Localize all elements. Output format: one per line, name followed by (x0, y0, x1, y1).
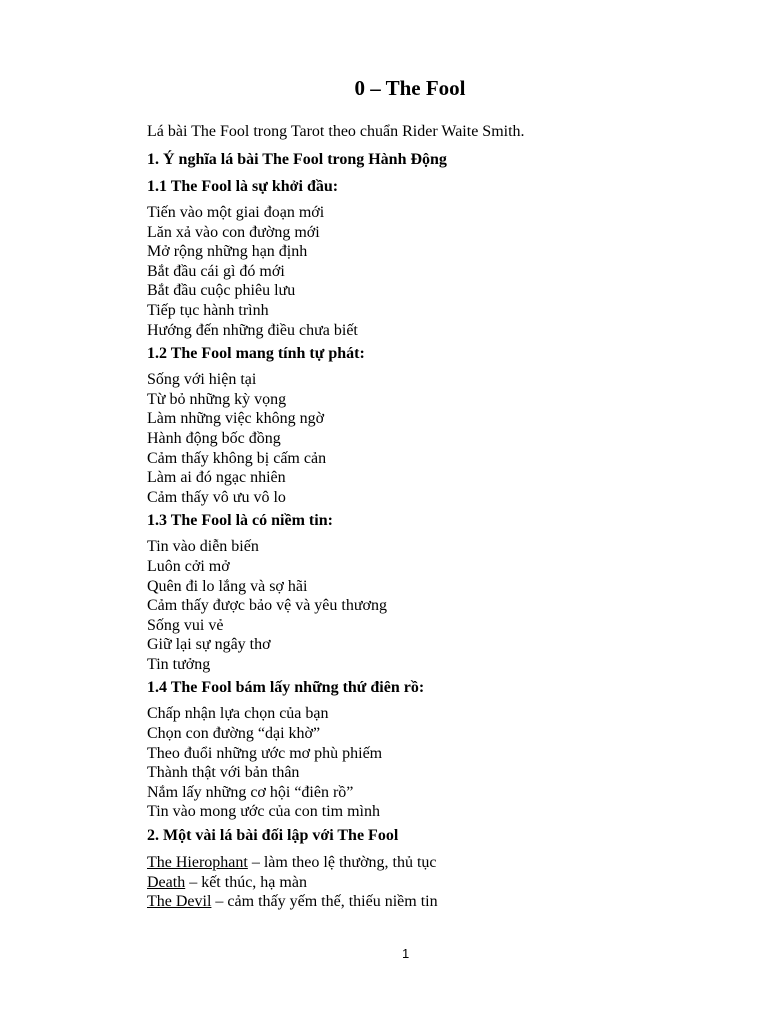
list-item: Từ bỏ những kỳ vọng (147, 390, 287, 408)
card-name-link[interactable]: The Hierophant (147, 854, 248, 872)
list-item: Làm những việc không ngờ (147, 410, 325, 428)
opposite-card-item (147, 853, 707, 873)
list-item: Nắm lấy những cơ hội “điên rồ” (147, 783, 354, 801)
list-item: Cảm thấy vô ưu vô lo (147, 488, 286, 506)
opposite-card-item (147, 873, 707, 893)
list-item: Tin vào mong ước của con tim mình (147, 803, 380, 821)
intro-text: Lá bài The Fool trong Tarot theo chuẩn Rider Waite Smith. (147, 123, 525, 140)
card-name-link[interactable]: Death (147, 873, 186, 891)
section-1-heading: 1. Ý nghĩa lá bài The Fool trong Hành Động (147, 151, 447, 168)
section-2-heading: 2. Một vài lá bài đối lập với The Fool (147, 827, 399, 845)
subsection-list (147, 704, 707, 822)
list-item: Lăn xả vào con đường mới (147, 223, 320, 241)
card-description: – làm theo lệ thường, thủ tục (247, 854, 437, 872)
list-item: Mở rộng những hạn định (147, 243, 308, 261)
opposite-card-item (147, 892, 707, 912)
list-item: Bắt đầu cái gì đó mới (147, 262, 285, 280)
list-item: Giữ lại sự ngây thơ (147, 636, 271, 654)
card-name-link[interactable]: The Devil (147, 893, 212, 911)
list-item: Hướng đến những điều chưa biết (147, 321, 358, 339)
list-item: Hành động bốc đồng (147, 429, 281, 447)
list-item: Sống với hiện tại (147, 371, 257, 389)
list-item: Luôn cởi mở (147, 557, 230, 575)
list-item: Tin tưởng (147, 655, 211, 673)
list-item: Bắt đầu cuộc phiêu lưu (147, 282, 296, 300)
subsection-heading: 1.2 The Fool mang tính tự phát: (147, 345, 365, 363)
subsection-heading: 1.4 The Fool bám lấy những thứ điên rồ: (147, 679, 425, 697)
list-item: Chọn con đường “dại khờ” (147, 725, 321, 743)
opposite-cards-list (147, 853, 707, 912)
subsection-list (147, 370, 707, 507)
subsection-list (147, 537, 707, 674)
card-description: – kết thúc, hạ màn (185, 873, 307, 891)
list-item: Thành thật với bản thân (147, 764, 300, 782)
list-item: Theo đuổi những ước mơ phù phiếm (147, 744, 383, 762)
subsection-heading: 1.3 The Fool là có niềm tin: (147, 512, 333, 530)
list-item: Tiếp tục hành trình (147, 301, 269, 319)
page-number: 1 (402, 946, 410, 961)
list-item: Cảm thấy không bị cấm cản (147, 449, 327, 467)
document-body (147, 122, 707, 912)
subsection-list (147, 203, 707, 340)
card-description: – cảm thấy yếm thế, thiếu niềm tin (211, 893, 438, 911)
page-title: 0 – The Fool (354, 76, 466, 100)
subsection-heading: 1.1 The Fool là sự khởi đầu: (147, 178, 339, 195)
list-item: Quên đi lo lắng và sợ hãi (147, 577, 308, 595)
list-item: Làm ai đó ngạc nhiên (147, 469, 286, 487)
list-item: Sống vui vẻ (147, 616, 224, 634)
list-item: Cảm thấy được bảo vệ và yêu thương (147, 597, 387, 615)
list-item: Tin vào diễn biến (147, 538, 259, 556)
list-item: Chấp nhận lựa chọn của bạn (147, 705, 329, 723)
list-item: Tiến vào một giai đoạn mới (147, 204, 325, 221)
